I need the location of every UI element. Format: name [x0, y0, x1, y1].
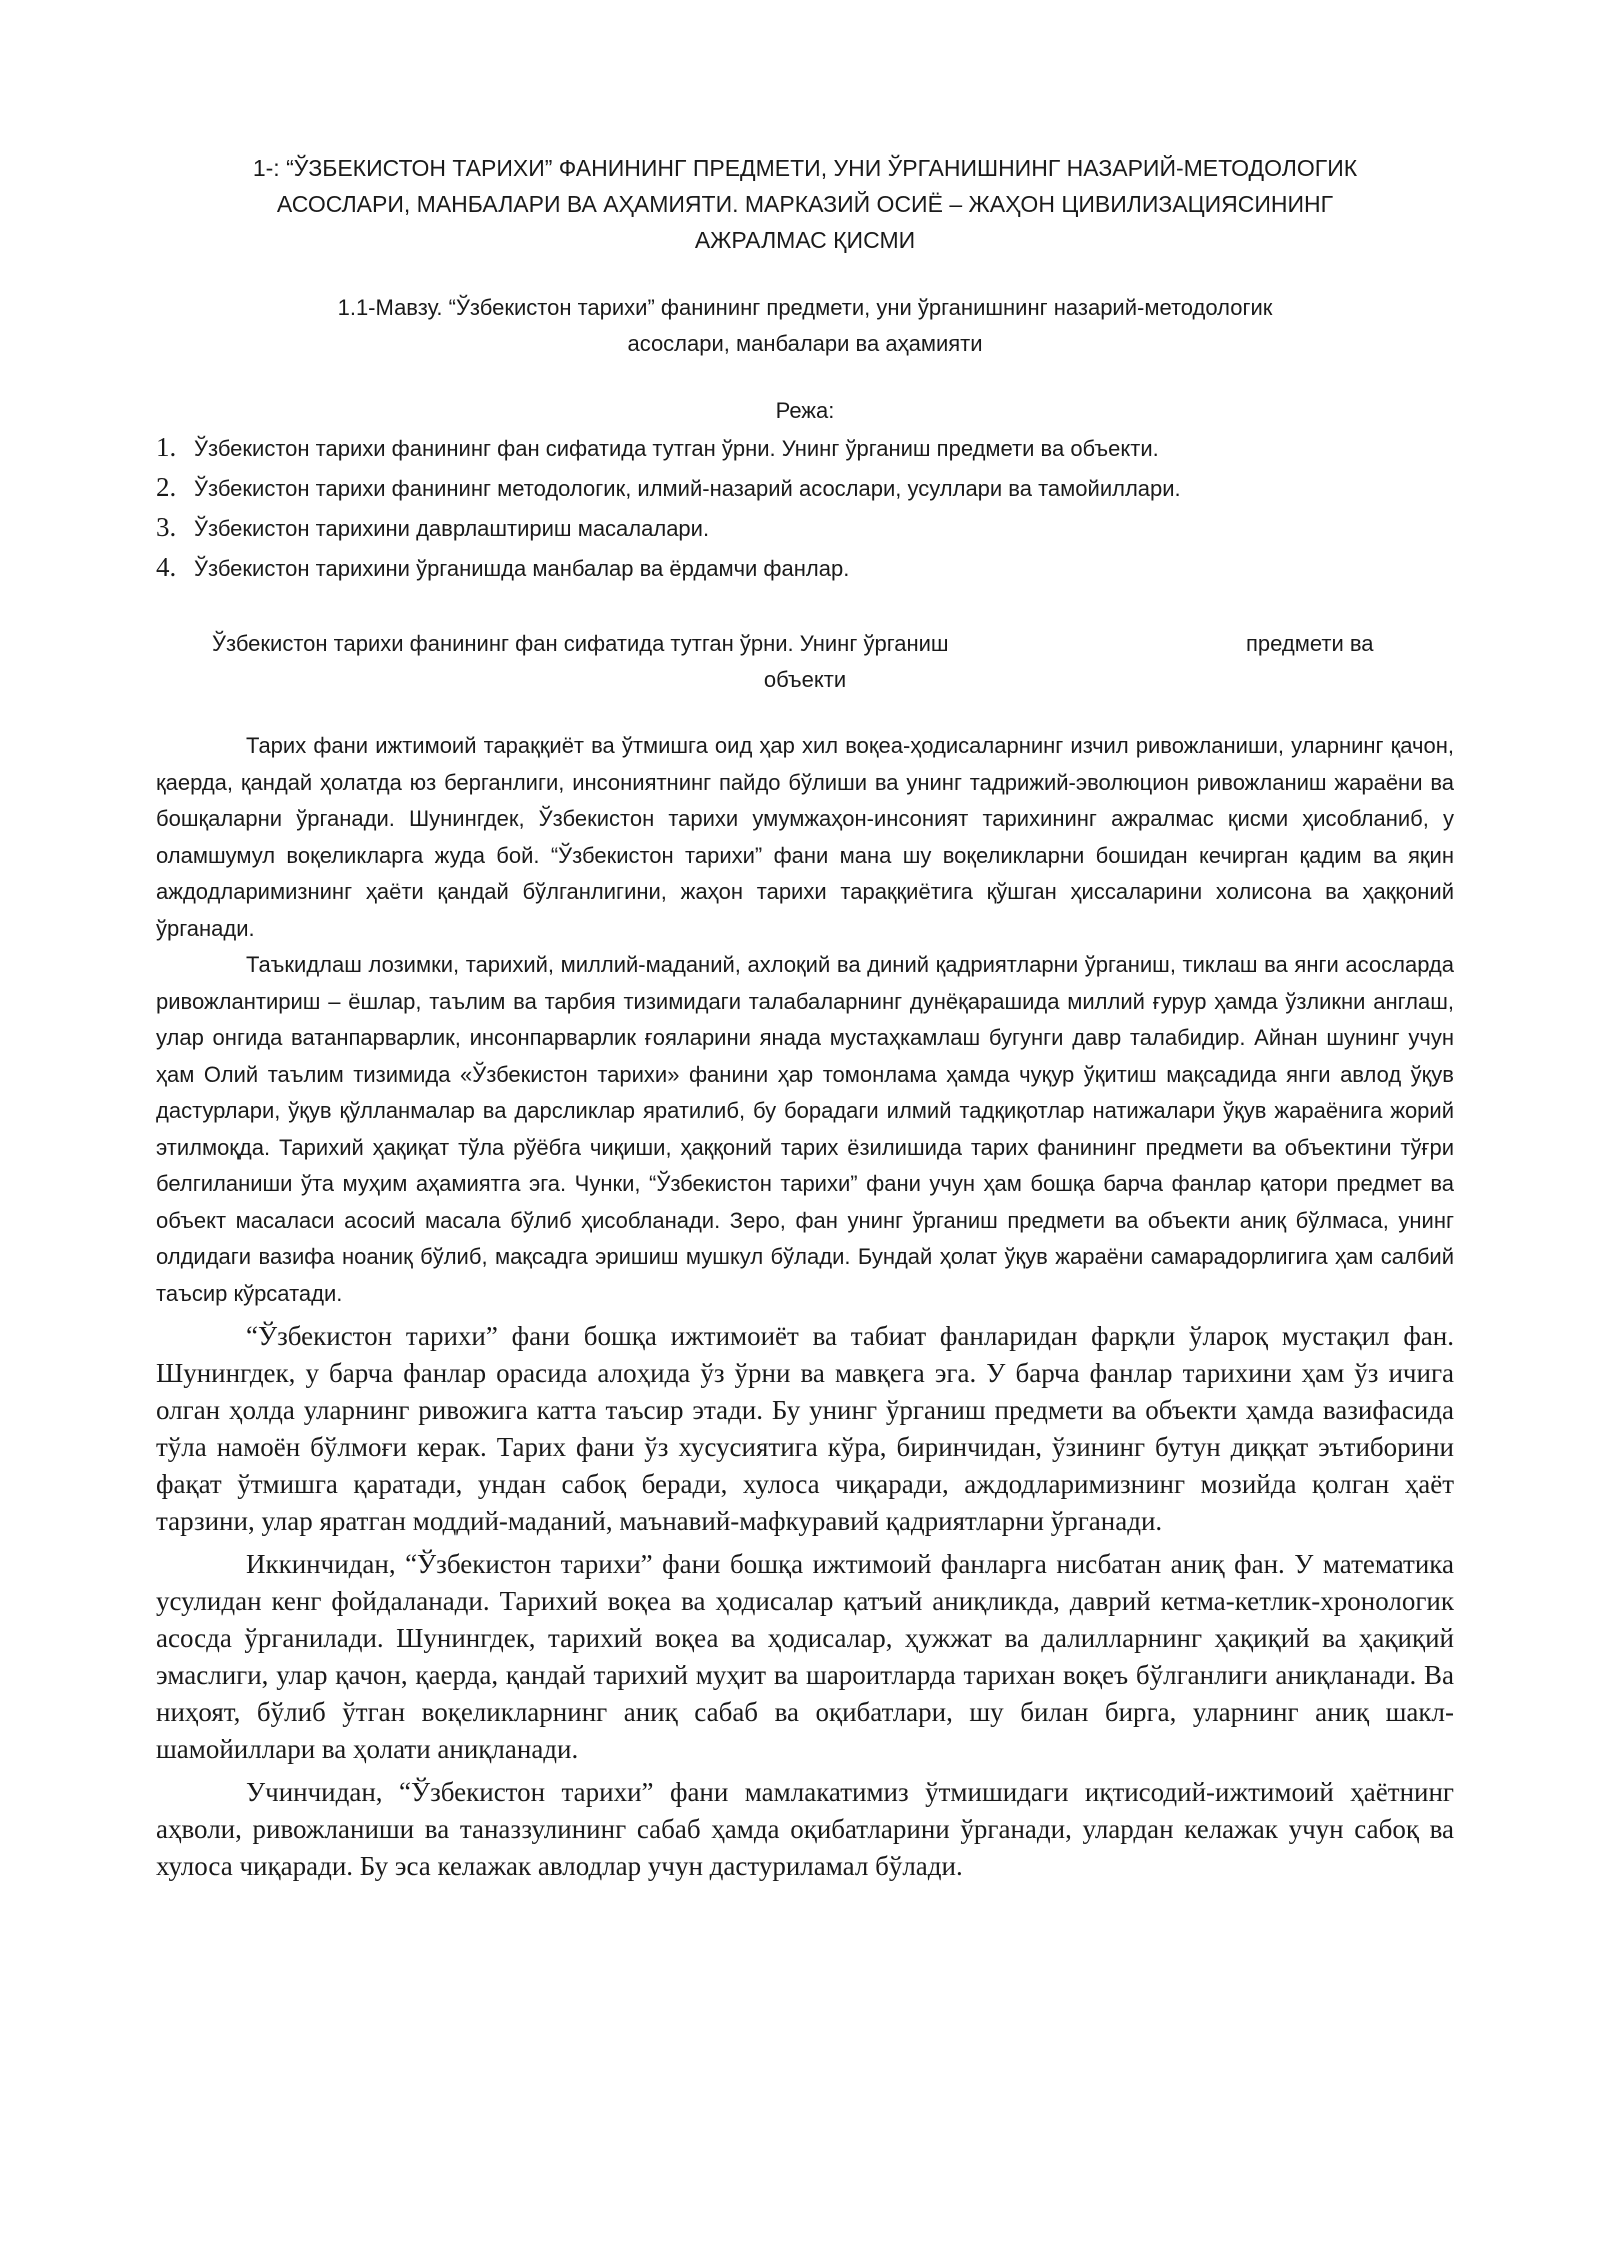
- plan-item-number: 1.: [156, 432, 177, 462]
- plan-item-text: Ўзбекистон тарихи фанининг фан сифатида тутган ўрни. Унинг ўрганиш предмети ва объекти.: [194, 436, 1159, 461]
- body-paragraph: “Ўзбекистон тарихи” фани бошқа ижтимоиёт ва табиат фанларидан фарқли ўлароқ мустақил фан. Шунингдек, у барча фанлар орасида алоҳида ўз ўрни ва мавқега эга. У барча фанлар тарихини ҳам ўз ичига олган ҳолда уларнинг ривожига катта таъсир этади. Бу унинг ўрганиш предмети ва объекти ҳамда вазифасида тўла намоён бўлмоғи керак. Тарих фани ўз хусусиятига кўра, биринчидан, ўзининг бутун диққат эътиборини фақат ўтмишга қаратади, ундан сабоқ беради, хулоса чиқаради, аждодларимизнинг мозийда қолган ҳаёт тарзини, улар яратган моддий-маданий, маънавий-мафкуравий қадриятларни ўрганади.: [156, 1321, 1454, 1536]
- document-page: [156, 150, 1454, 1885]
- main-title-line: 1-: “ЎЗБЕКИСТОН ТАРИХИ” ФАНИНИНГ ПРЕДМЕТИ, УНИ ЎРГАНИШНИНГ НАЗАРИЙ-МЕТОДОЛОГИК: [252, 155, 1358, 181]
- section-heading-line: объекти: [763, 667, 847, 692]
- main-title: [196, 150, 1414, 258]
- plan-item: [156, 428, 1454, 468]
- plan-item-text: Ўзбекистон тарихини даврлаштириш масалалари.: [194, 516, 710, 541]
- plan-list: [156, 428, 1454, 588]
- plan-item-number: 3.: [156, 512, 177, 542]
- body-paragraph: Учинчидан, “Ўзбекистон тарихи” фани мамлакатимиз ўтмишидаги иқтисодий-ижтимоий ҳаётнинг аҳволи, ривожланиши ва таназзулининг сабаб ҳамда оқибатларини ўрганади, улардан келажак учун сабоқ ва хулоса чиқаради. Бу эса келажак авлодлар учун дастуриламал бўлади.: [156, 1777, 1454, 1881]
- plan-item-text: Ўзбекистон тарихини ўрганишда манбалар ва ёрдамчи фанлар.: [194, 556, 850, 581]
- main-title-line: АСОСЛАРИ, МАНБАЛАРИ ВА АҲАМИЯТИ. МАРКАЗИЙ ОСИЁ – ЖАҲОН ЦИВИЛИЗАЦИЯСИНИНГ: [276, 191, 1334, 217]
- topic-title: [156, 290, 1454, 362]
- body-paragraph: Иккинчидан, “Ўзбекистон тарихи” фани бошқа ижтимоий фанларга нисбатан аниқ фан. У математика усулидан кенг фойдаланади. Тарихий воқеа ва ҳодисалар қатъий аниқликда, даврий кетма-кетлик-хронологик асосда ўрганилади. Шунингдек, тарихий воқеа ва ҳодисалар, ҳужжат ва далилларнинг ҳақиқий ва ҳақиқий эмаслиги, улар қачон, қаерда, қандай тарихий муҳит ва шароитларда тарихан воқеъ бўлганлиги аниқланади. Ва ниҳоят, бўлиб ўтган воқеликларнинг аниқ сабаб ва оқибатлари, шу билан бирга, уларнинг аниқ шакл-шамойиллари ва ҳолати аниқланади.: [156, 1549, 1454, 1764]
- section-heading: [156, 626, 1454, 698]
- section-heading-text: Ўзбекистон тарихи фанининг фан сифатида тутган ўрни. Унинг ўрганиш: [212, 631, 949, 656]
- plan-item-number: 4.: [156, 552, 177, 582]
- section-heading-line: [156, 626, 1454, 662]
- plan-item-text: Ўзбекистон тарихи фанининг методологик, илмий-назарий асослари, усуллари ва тамойиллари.: [194, 476, 1181, 501]
- topic-title-line: 1.1-Мавзу. “Ўзбекистон тарихи” фанининг предмети, уни ўрганишнинг назарий-методологик: [337, 295, 1273, 320]
- topic-title-line: асослари, манбалари ва аҳамияти: [627, 331, 983, 356]
- body-paragraph: Тарих фани ижтимоий тараққиёт ва ўтмишга оид ҳар хил воқеа-ҳодисаларнинг изчил ривожланиши, уларнинг қачон, қаерда, қандай ҳолатда юз берганлиги, инсониятнинг пайдо бўлиши ва унинг тадрижий-эволюцион ривожланиш жараёни ва бошқаларни ўрганади. Шунингдек, Ўзбекистон тарихи умумжаҳон-инсоният тарихининг ажралмас қисми ҳисобланиб, у оламшумул воқеликларга жуда бой. “Ўзбекистон тарихи” фани мана шу воқеликларни бошидан кечирган қадим ва яқин аждодларимизнинг ҳаёти қандай бўлганлигини, жаҳон тарихи тараққиётига қўшган ҳиссаларини холисона ва ҳаққоний ўрганади.: [156, 733, 1454, 941]
- plan-item-number: 2.: [156, 472, 177, 502]
- plan-item: [156, 508, 1454, 548]
- plan-item: [156, 468, 1454, 508]
- plan-heading: Режа:: [775, 398, 835, 423]
- body-paragraph: Таъкидлаш лозимки, тарихий, миллий-маданий, ахлоқий ва диний қадриятларни ўрганиш, тиклаш ва янги асосларда ривожлантириш – ёшлар, таълим ва тарбия тизимидаги талабаларнинг дунёқарашида миллий ғурур ҳамда ўзликни англаш, улар онгида ватанпарварлик, инсонпарварлик ғояларини янада мустаҳкамлаш бугунги давр талабидир. Айнан шунинг учун ҳам Олий таълим тизимида «Ўзбекистон тарихи» фанини ҳар томонлама ҳамда чуқур ўқитиш мақсадида янги авлод ўқув дастурлари, ўқув қўлланмалар ва дарсликлар яратилиб, бу борадаги илмий тадқиқотлар натижалари ўқув жараёнига жорий этилмоқда. Тарихий ҳақиқат тўла рўёбга чиқиши, ҳаққоний тарих ёзилишида тарих фанининг предмети ва объектини тўғри белгиланиши ўта муҳим аҳамиятга эга. Чунки, “Ўзбекистон тарихи” фани учун ҳам бошқа барча фанлар қатори предмет ва объект масаласи асосий масала бўлиб ҳисобланади. Зеро, фан унинг ўрганиш предмети ва объекти аниқ бўлмаса, унинг олдидаги вазифа ноаниқ бўлиб, мақсадга эришиш мушкул бўлади. Бундай ҳолат ўқув жараёни самарадорлигига ҳам салбий таъсир кўрсатади.: [156, 952, 1454, 1306]
- section-heading-text: предмети ва: [1246, 631, 1374, 656]
- plan-item: [156, 548, 1454, 588]
- main-title-line: АЖРАЛМАС ҚИСМИ: [694, 227, 916, 253]
